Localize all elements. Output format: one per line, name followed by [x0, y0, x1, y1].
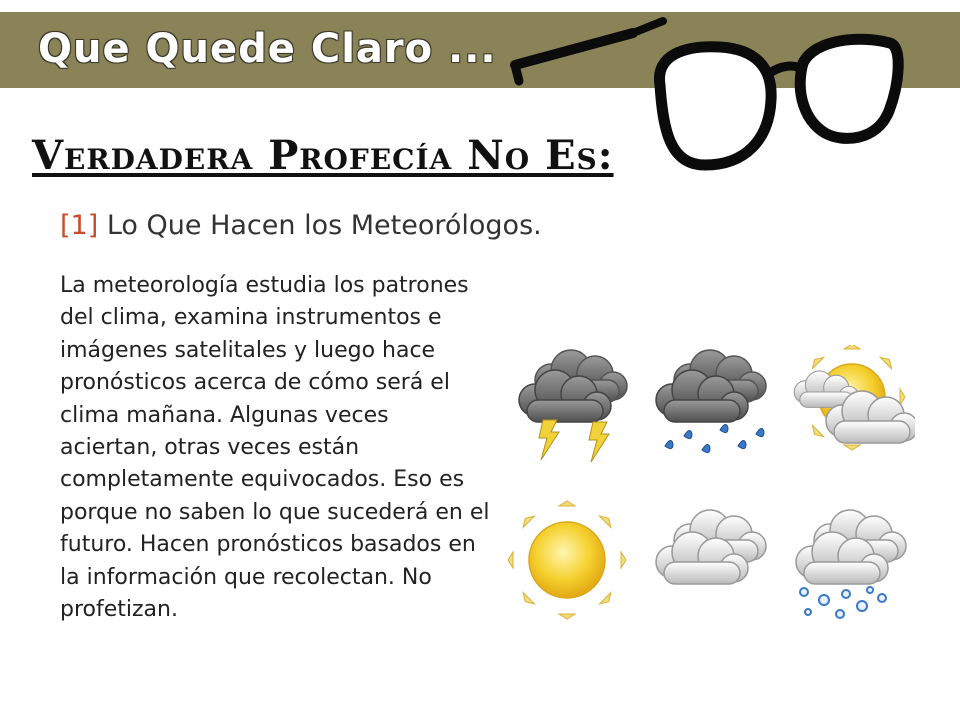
banner-title: Que Quede Claro ... [38, 26, 497, 72]
weather-icons-grid [505, 345, 915, 625]
meteorology-paragraph: La meteorología estudia los patrones del clima, examina instrumentos e imágenes satelitales y luego hace pronósticos acerca de cómo será el clima mañana. Algunas veces aciertan, otras veces están completamente equivocados. Eso es porque no saben lo que sucederá en el futuro. Hacen pronósticos basados en la información que recolectan. No profetizan. [60, 273, 490, 623]
sunny-icon [508, 501, 626, 619]
snow-icon [796, 510, 906, 618]
cloudy-icon [656, 510, 766, 584]
partly-cloudy-icon [794, 345, 915, 450]
point-number: [1] [60, 210, 99, 241]
page-heading: Verdadera Profecía No Es: [32, 132, 614, 179]
thunderstorm-icon [519, 350, 627, 462]
rain-icon [656, 350, 766, 453]
point-1 [60, 210, 542, 241]
point-text: Lo Que Hacen los Meteorólogos. [106, 210, 542, 241]
